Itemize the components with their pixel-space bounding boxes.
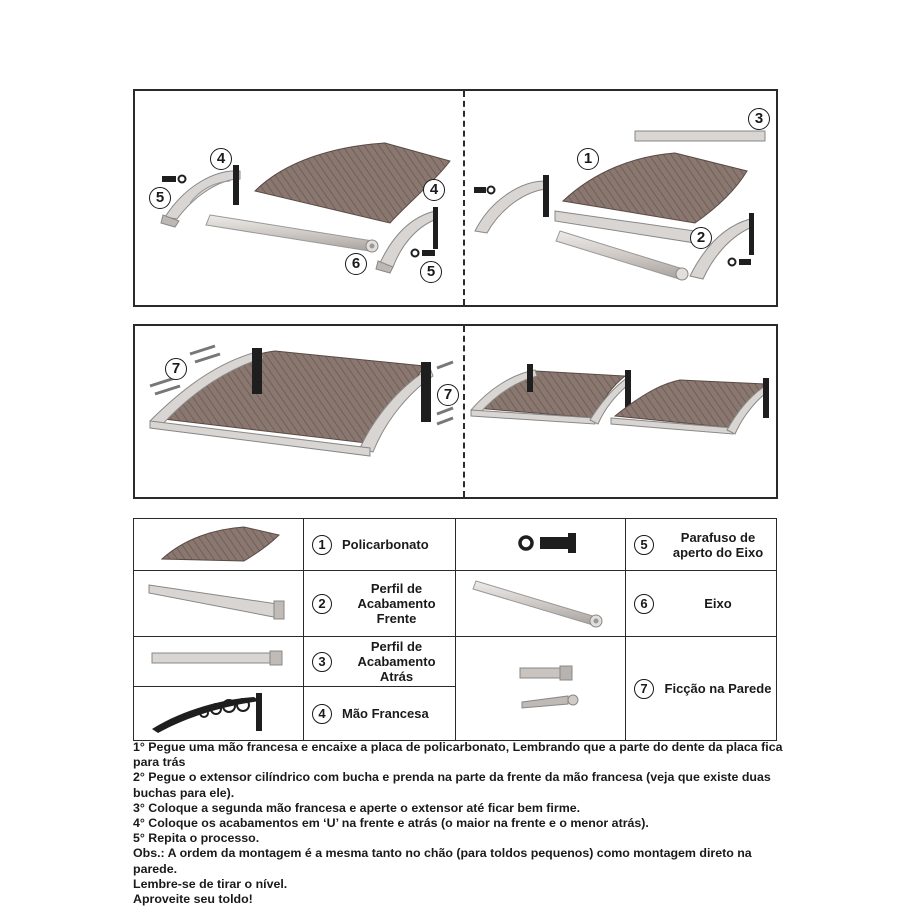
legend-label-5: Parafuso de aperto do Eixo: [672, 529, 764, 560]
awning-mounted-1: [471, 364, 631, 424]
legend-item-7: [626, 637, 777, 741]
legend-item-6: [626, 571, 777, 637]
callout-1: 1: [577, 148, 599, 170]
legend-num-2: 2: [312, 594, 332, 614]
legend-num-7: 7: [634, 679, 654, 699]
screw-part-assembly-right: [729, 259, 752, 266]
legend-label-3: Perfil de Acabamento Atrás: [357, 639, 436, 684]
instruction-step-4: 4° Coloque os acabamentos em ‘U’ na frente e atrás (o maior na frente e o menor atrás).: [133, 816, 649, 831]
callout-5-right: 5: [420, 261, 442, 283]
screw-nut-icon: [456, 519, 624, 565]
callout-7-right: 7: [437, 384, 459, 406]
callout-5-left: 5: [149, 187, 171, 209]
legend-num-5: 5: [634, 535, 654, 555]
legend-num-4: 4: [312, 704, 332, 724]
legend-item-5: [626, 519, 777, 571]
parts-legend-table: [133, 518, 777, 741]
instruction-reminder: Lembre-se de tirar o nível.: [133, 876, 288, 891]
legend-item-4: [304, 687, 456, 741]
legend-image-axle: [456, 571, 626, 637]
instruction-step-2: 2° Pegue o extensor cilíndrico com bucha e prenda na parte da frente da mão francesa (veja que existe duas buchas para ele).: [133, 770, 771, 800]
callout-4-right: 4: [423, 179, 445, 201]
legend-label-4: Mão Francesa: [342, 706, 429, 721]
callout-4-left: 4: [210, 148, 232, 170]
callout-3: 3: [748, 108, 770, 130]
legend-item-1: [304, 519, 456, 571]
legend-image-rear-profile: [134, 637, 304, 687]
legend-image-front-profile: [134, 571, 304, 637]
legend-label-1: Policarbonato: [342, 537, 429, 552]
legend-image-wall-anchors: [456, 637, 626, 741]
legend-image-screw: [456, 519, 626, 571]
callout-7-left: 7: [165, 358, 187, 380]
assembly-panel-top: [133, 89, 778, 307]
instruction-step-5: 5° Repita o processo.: [133, 831, 260, 846]
assembly-panel-bottom: [133, 324, 778, 499]
legend-image-polycarbonate: [134, 519, 304, 571]
callout-6: 6: [345, 253, 367, 275]
callout-2: 2: [690, 227, 712, 249]
rear-profile-part: [635, 131, 765, 141]
legend-item-3: [304, 637, 456, 687]
legend-num-6: 6: [634, 594, 654, 614]
mounted-awning-pair-illustration: [135, 326, 776, 497]
awning-mounted-2: [611, 378, 769, 434]
legend-image-bracket: [134, 687, 304, 741]
legend-num-1: 1: [312, 535, 332, 555]
legend-label-2: Perfil de Acabamento Frente: [357, 581, 436, 626]
screw-part-assembly-left: [474, 187, 495, 194]
instruction-note: Obs.: A ordem da montagem é a mesma tanto no chão (para toldos pequenos) como montagem direto na parede.: [133, 846, 752, 876]
legend-label-6: Eixo: [704, 596, 732, 611]
instruction-step-1: 1° Pegue uma mão francesa e encaixe a placa de policarbonato, Lembrando que a parte do dente da placa fica para trás: [133, 740, 783, 770]
instruction-step-3: 3° Coloque a segunda mão francesa e aperte o extensor até ficar bem firme.: [133, 800, 581, 815]
assembly-step-illustration: [135, 91, 776, 305]
instruction-closing: Aproveite seu toldo!: [133, 892, 253, 907]
legend-label-7: Ficção na Parede: [664, 681, 772, 696]
legend-num-3: 3: [312, 652, 332, 672]
legend-item-2: [304, 571, 456, 637]
bracket-assembled-left: [475, 175, 549, 233]
assembly-instructions: [133, 740, 783, 907]
